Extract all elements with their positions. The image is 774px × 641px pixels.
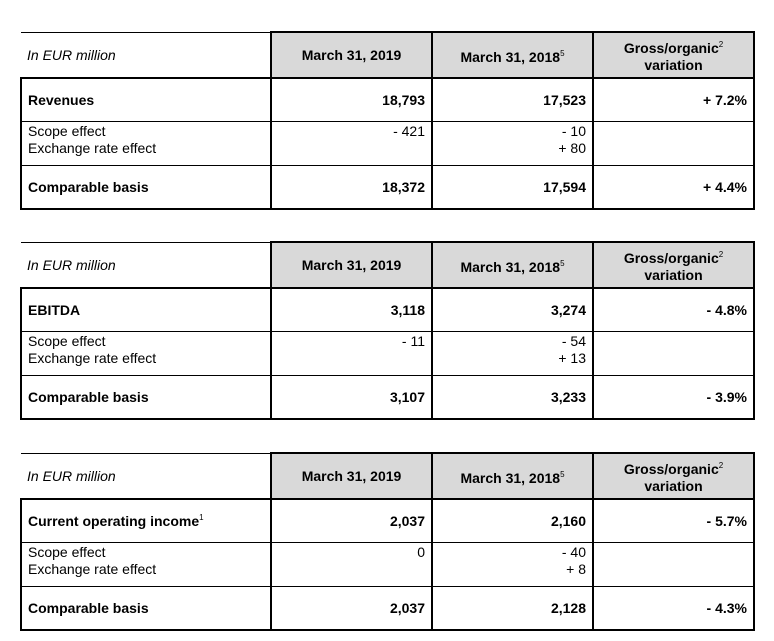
value-2018: 3,233 [432,376,593,420]
variation-value: + 4.4% [593,166,754,210]
footnote-marker: 2 [718,40,724,49]
column-header-2019: March 31, 2019 [271,242,432,288]
effects-label: Scope effect Exchange rate effect [21,332,271,376]
column-header-2018: March 31, 2018$^5$ [432,32,593,78]
value-2018: 2,160 [432,499,593,543]
effects-2018: - 54 + 13 [432,332,593,376]
revenues-table [20,31,755,210]
operating-income-table [20,452,755,631]
effects-variation [593,332,754,376]
value-2018: 3,274 [432,288,593,332]
variation-value: - 5.7% [593,499,754,543]
value-2018: 2,128 [432,587,593,631]
row-label: Revenues [21,78,271,122]
value-2018: 17,523 [432,78,593,122]
footnote-marker: 5 [560,469,565,479]
column-header-2019: March 31, 2019 [271,453,432,499]
main-row [21,78,754,122]
variation-value: - 4.8% [593,288,754,332]
effects-2019: - 421 [271,122,432,166]
ebitda-table [20,241,755,420]
footnote-marker: 2 [718,250,724,259]
variation-value: - 3.9% [593,376,754,420]
effects-label: Scope effect Exchange rate effect [21,122,271,166]
row-label: Comparable basis [21,166,271,210]
row-label: Current operating income$^1$ [21,499,271,543]
value-2019: 3,118 [271,288,432,332]
footnote-marker: 5 [560,48,565,58]
value-2019: 2,037 [271,499,432,543]
effects-2018: - 40 + 8 [432,543,593,587]
header-row [21,32,754,78]
column-header-variation: Gross/organic$^2$ variation [593,32,754,78]
row-label: Comparable basis [21,376,271,420]
main-row [21,499,754,543]
column-header-2018: March 31, 2018$^5$ [432,453,593,499]
effects-row [21,332,754,376]
effects-2019: 0 [271,543,432,587]
column-header-2019: March 31, 2019 [271,32,432,78]
header-row [21,453,754,499]
value-2019: 2,037 [271,587,432,631]
value-2018: 17,594 [432,166,593,210]
effects-row [21,122,754,166]
column-header-variation: Gross/organic$^2$ variation [593,242,754,288]
effects-row [21,543,754,587]
variation-value: - 4.3% [593,587,754,631]
row-label: Comparable basis [21,587,271,631]
comparable-row [21,587,754,631]
value-2019: 18,793 [271,78,432,122]
effects-2018: - 10 + 80 [432,122,593,166]
variation-value: + 7.2% [593,78,754,122]
effects-variation [593,543,754,587]
footnote-marker: 5 [560,258,565,268]
unit-label: In EUR million [21,32,271,78]
comparable-row [21,376,754,420]
main-row [21,288,754,332]
row-label: EBITDA [21,288,271,332]
footnote-marker: 2 [718,461,724,470]
column-header-variation: Gross/organic$^2$ variation [593,453,754,499]
effects-label: Scope effect Exchange rate effect [21,543,271,587]
column-header-2018: March 31, 2018$^5$ [432,242,593,288]
value-2019: 3,107 [271,376,432,420]
effects-2019: - 11 [271,332,432,376]
effects-variation [593,122,754,166]
comparable-row [21,166,754,210]
unit-label: In EUR million [21,242,271,288]
header-row [21,242,754,288]
unit-label: In EUR million [21,453,271,499]
value-2019: 18,372 [271,166,432,210]
